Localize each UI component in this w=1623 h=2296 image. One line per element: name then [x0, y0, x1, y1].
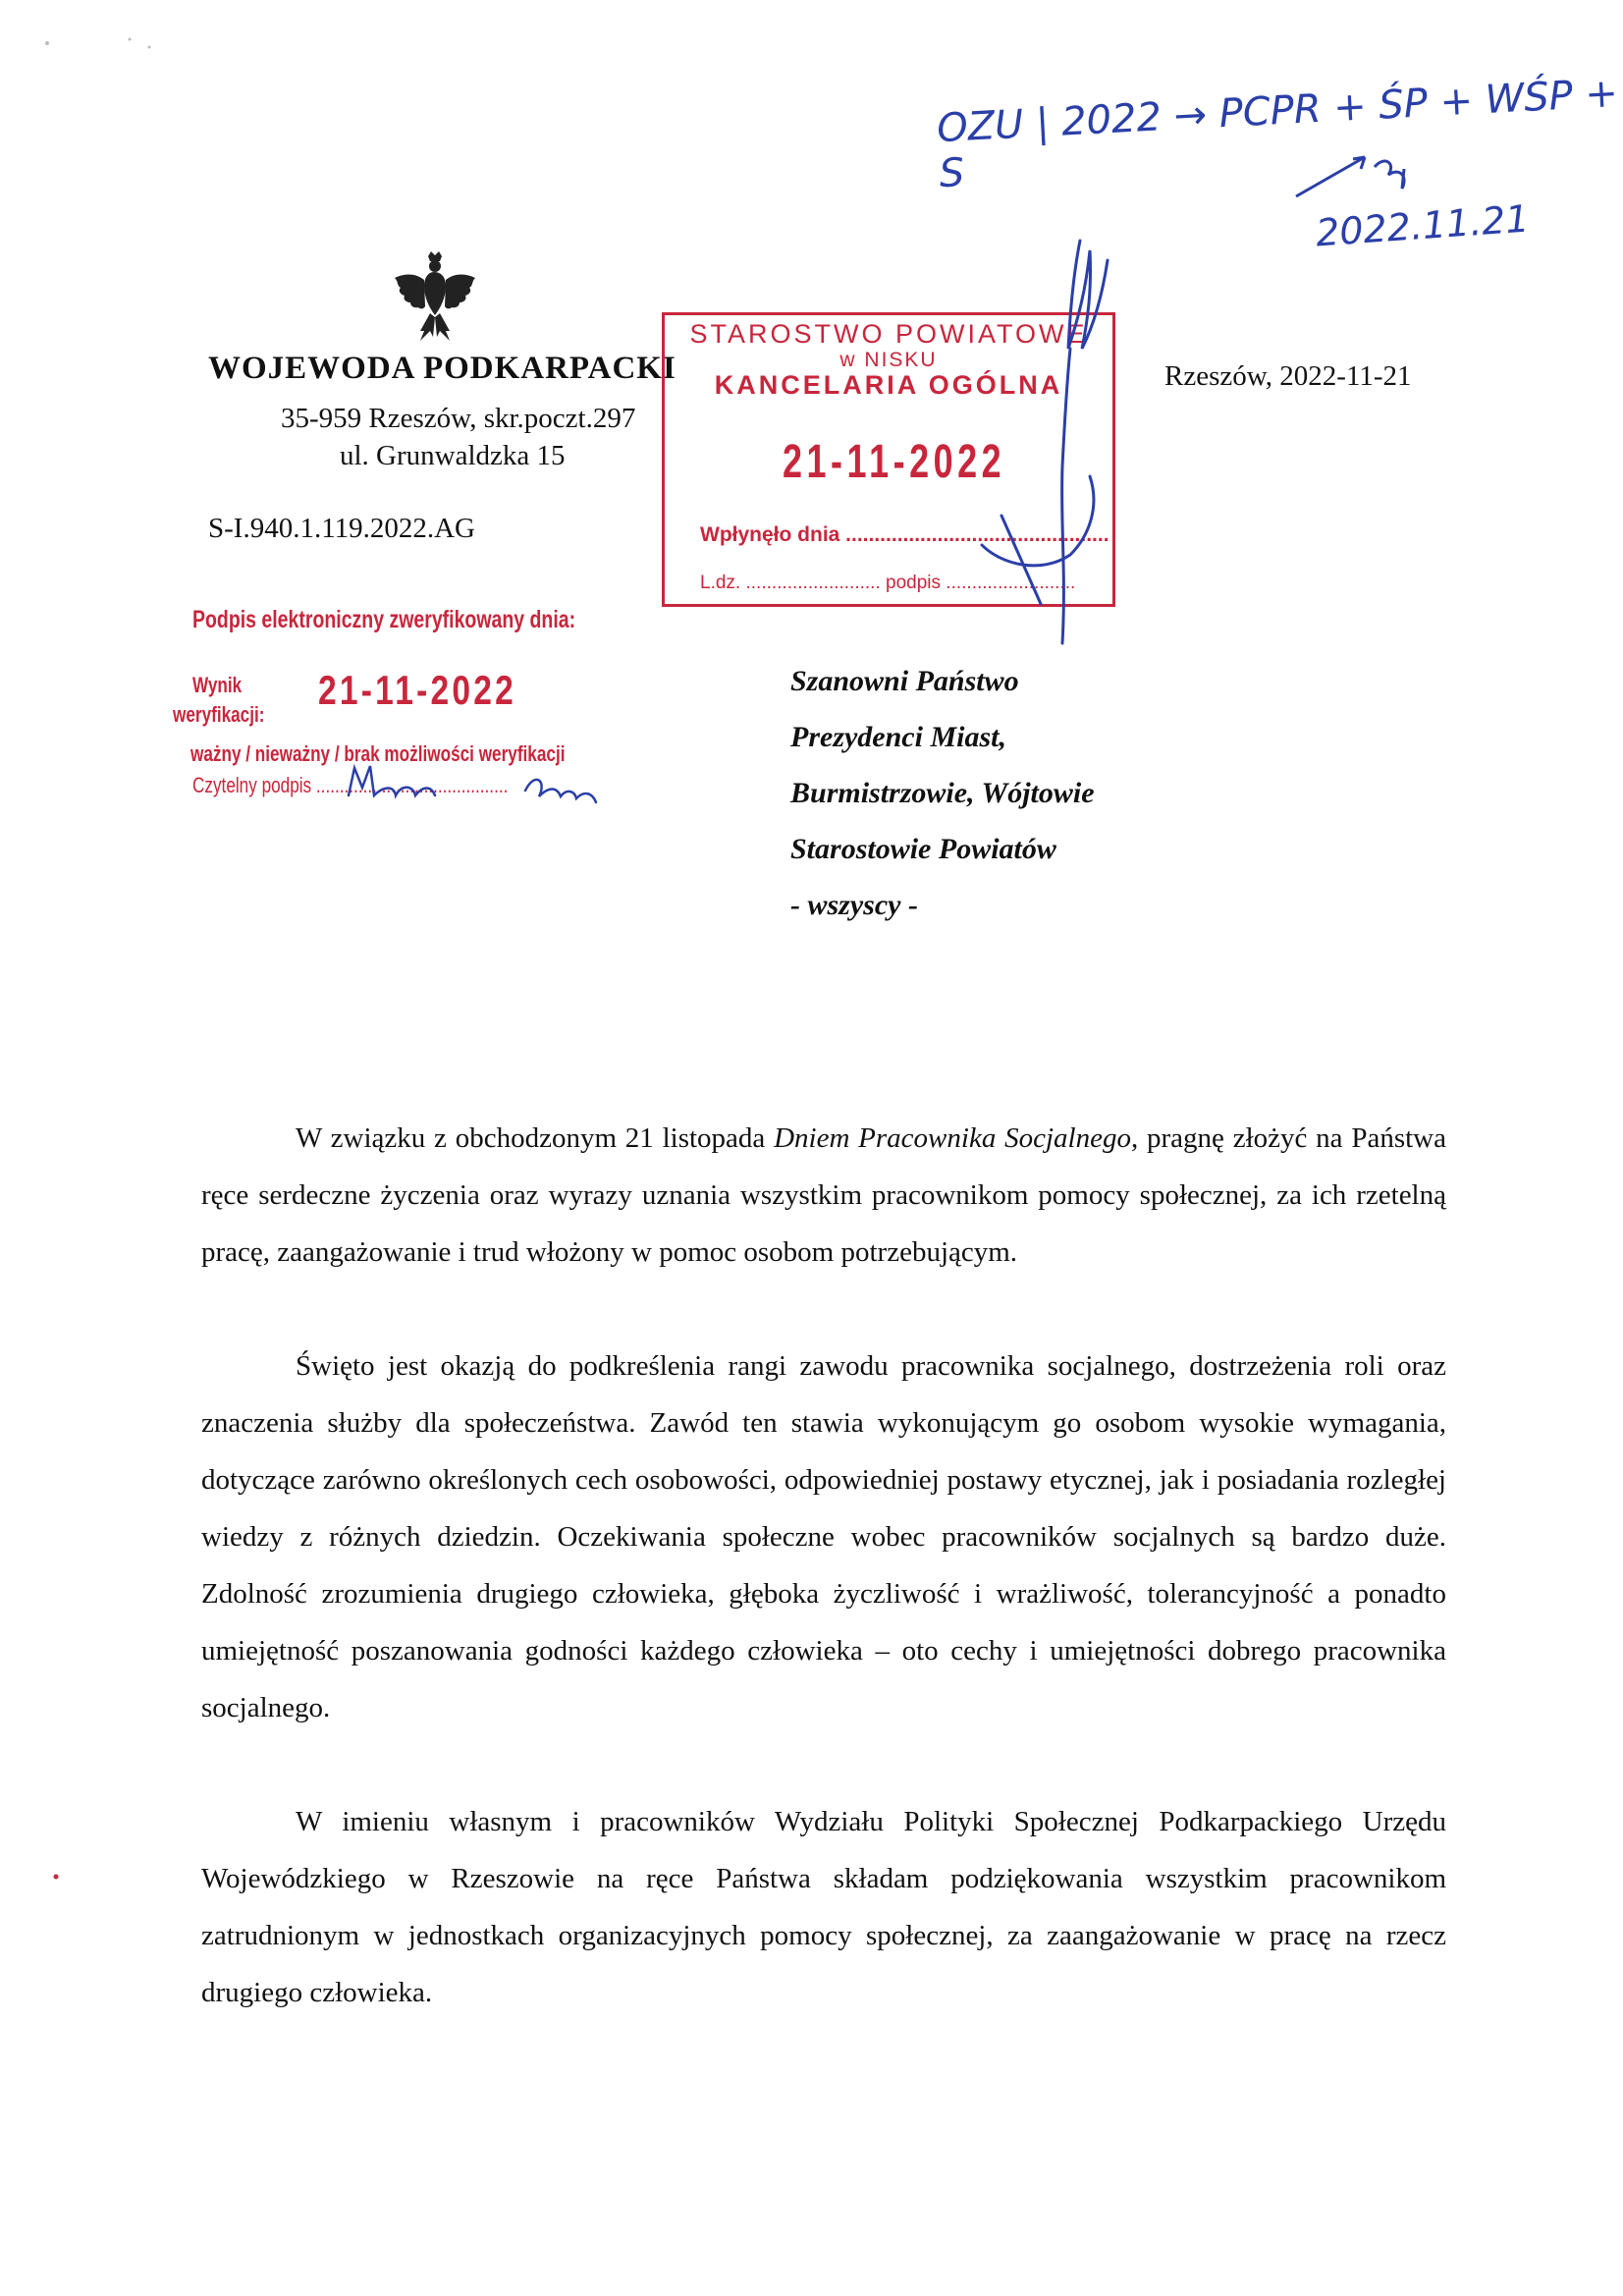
verification-label: weryfikacji: [173, 702, 265, 727]
authority-name: WOJEWODA PODKARPACKI [208, 351, 676, 386]
body-paragraph [201, 1338, 1446, 1736]
registry-stamp-line2: w NISKU [839, 349, 938, 371]
paragraph-text: Święto jest okazją do podkreślenia rangi zawodu pracownika socjalnego, dostrzeżenia roli oraz znaczenia służby dla społeczeństwa. Zawód ten stawia wykonującym go osobom wysokie wymagania, dotyczące zarówno określonych cech osobowości, odpowiedniej postawy etycznej, jak i posiadania rozległej wiedzy z różnych dziedzin. Oczekiwania społeczne wobec pracowników socjalnych są bardzo duże. Zdolność zrozumienia drugiego człowieka, głęboka życzliwość i wrażliwość, tolerancyjność a ponadto umiejętność poszanowania godności każdego człowieka – oto cechy i umiejętności dobrego pracownika socjalnego. [201, 1350, 1446, 1723]
handwritten-routing-note: OZU | 2022 → PCPR + ŚP + WŚP + S [936, 70, 1620, 197]
body-paragraph [201, 1110, 1446, 1281]
verification-options: ważny / nieważny / brak możliwości weryfikacji [190, 741, 566, 766]
verification-title: Podpis elektroniczny zweryfikowany dnia: [192, 606, 576, 633]
body-paragraph [201, 1793, 1446, 2021]
registry-signature-label: podpis [886, 573, 942, 593]
verification-date: 21-11-2022 [318, 667, 517, 713]
registry-stamp-line3: KANCELARIA OGÓLNA [714, 370, 1063, 400]
addressee-line: - wszyscy - [790, 889, 918, 921]
case-number: S-I.940.1.119.2022.AG [208, 513, 476, 544]
addressee-line: Burmistrzowie, Wójtowie [790, 777, 1095, 809]
verification-signature-label: Czytelny podpis [192, 773, 312, 797]
verification-signature-scribble [319, 751, 633, 820]
paragraph-text: W związku z obchodzonym 21 listopada Dniem Pracownika Socjalnego, pragnę złożyć na Państwa ręce serdeczne życzenia oraz wyrazy uznania wszystkim pracownikom pomocy społecznej, za ich rzetelną pracę, zaangażowanie i trud włożony w pomoc osobom potrzebującym. [201, 1122, 1446, 1268]
registry-ldz-label: L.dz. .......................... podpis ......................... [700, 573, 1076, 593]
scan-specks [0, 0, 196, 59]
addressee-line: Szanowni Państwo [790, 665, 1019, 697]
verification-signature-line: Czytelny podpis ......................................... [192, 773, 509, 797]
registry-stamp-line1: STAROSTWO POWIATOWE [689, 319, 1088, 349]
handwritten-initials [1286, 147, 1424, 206]
date-line: Rzeszów, 2022-11-21 [1164, 360, 1412, 392]
emphasized-phrase: Dniem Pracownika Socjalnego [774, 1122, 1131, 1154]
margin-mark [51, 1872, 61, 1882]
authority-address-line2: ul. Grunwaldzka 15 [340, 440, 566, 471]
received-label-text: Wpłynęło dnia [700, 523, 840, 546]
handwritten-date: 2022.11.21 [1314, 196, 1531, 255]
paragraph-text: W imieniu własnym i pracowników Wydziału Polityki Społecznej Podkarpackiego Urzędu Wojewódzkiego w Rzeszowie na ręce Państwa składam podziękowania wszystkim pracownikom zatrudnionym w jednostkach organizacyjnych pomocy społecznej, za zaangażowanie w pracę na rzecz drugiego człowieka. [201, 1806, 1446, 2008]
authority-address-line1: 35-959 Rzeszów, skr.poczt.297 [281, 403, 636, 434]
ldz-label-text: L.dz. [700, 573, 741, 593]
registry-stamp-date: 21-11-2022 [783, 436, 1006, 488]
addressee-line: Prezydenci Miast, [790, 721, 1006, 753]
addressee-line: Starostowie Powiatów [790, 833, 1056, 865]
eagle-emblem-icon [391, 250, 479, 345]
ink-signature-strokes [923, 221, 1178, 673]
registry-received-label: Wpłynęło dnia .............................................. [700, 523, 1109, 546]
verification-result-label: Wynik [192, 673, 243, 697]
